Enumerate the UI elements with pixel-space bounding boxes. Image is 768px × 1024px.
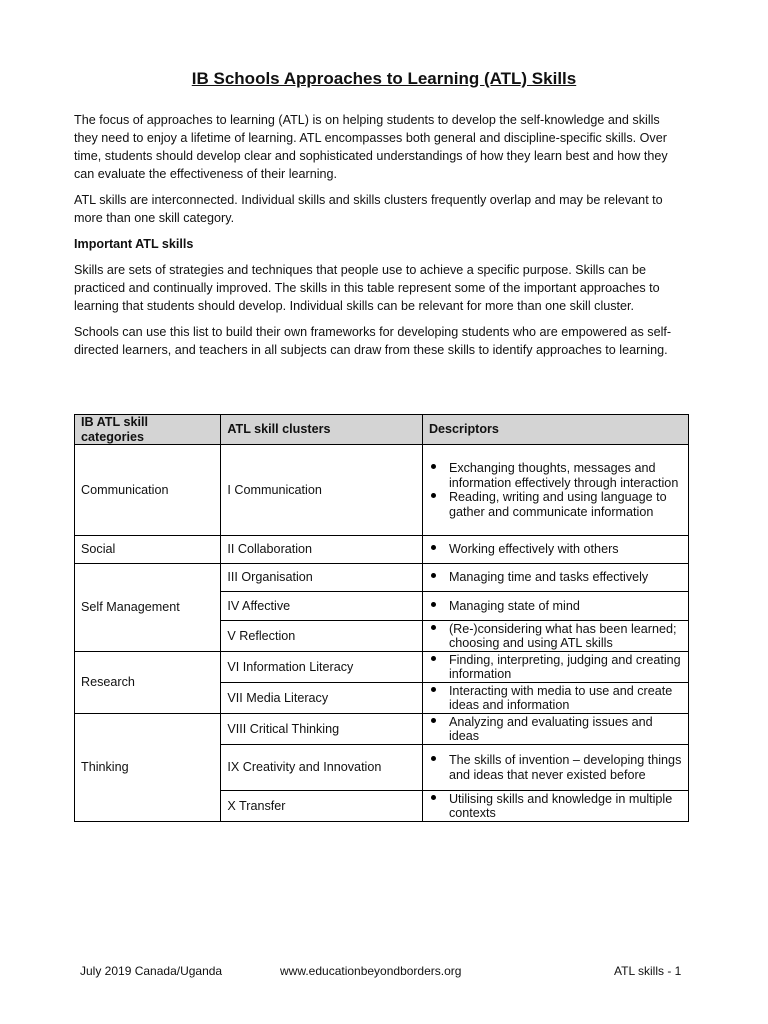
footer-date: July 2019 Canada/Uganda bbox=[80, 964, 223, 978]
descriptor-item: Exchanging thoughts, messages and information effectively through interaction bbox=[429, 461, 682, 490]
descriptor-cell bbox=[422, 564, 688, 592]
header-categories: IB ATL skill categories bbox=[75, 415, 221, 445]
table-row bbox=[75, 536, 689, 564]
table-row bbox=[75, 564, 689, 592]
descriptor-item: Managing state of mind bbox=[429, 599, 682, 614]
cluster-organisation: III Organisation bbox=[221, 564, 423, 592]
descriptor-item: Reading, writing and using language to gather and communicate information bbox=[429, 490, 682, 519]
descriptor-cell bbox=[422, 683, 688, 714]
footer-page-number: ATL skills - 1 bbox=[614, 964, 682, 978]
descriptor-cell bbox=[422, 714, 688, 745]
category-research: Research bbox=[75, 652, 221, 714]
category-social: Social bbox=[75, 536, 221, 564]
descriptor-item: Interacting with media to use and create ideas and information bbox=[429, 684, 682, 713]
cluster-creativity-innovation: IX Creativity and Innovation bbox=[221, 745, 423, 791]
table-row bbox=[75, 445, 689, 536]
descriptor-item: The skills of invention – developing things and ideas that never existed before bbox=[429, 753, 682, 782]
descriptor-item: (Re-)considering what has been learned; choosing and using ATL skills bbox=[429, 622, 682, 651]
cluster-media-literacy: VII Media Literacy bbox=[221, 683, 423, 714]
cluster-affective: IV Affective bbox=[221, 592, 423, 621]
descriptor-cell bbox=[422, 652, 688, 683]
header-clusters: ATL skill clusters bbox=[221, 415, 423, 445]
cluster-communication: I Communication bbox=[221, 445, 423, 536]
page-title: IB Schools Approaches to Learning (ATL) Skills bbox=[191, 69, 577, 88]
header-descriptors: Descriptors bbox=[422, 415, 688, 445]
descriptor-item: Utilising skills and knowledge in multiple contexts bbox=[429, 792, 682, 821]
section-heading: Important ATL skills bbox=[74, 237, 194, 251]
descriptor-item: Analyzing and evaluating issues and ideas bbox=[429, 715, 682, 744]
category-thinking: Thinking bbox=[75, 714, 221, 822]
cluster-collaboration: II Collaboration bbox=[221, 536, 423, 564]
descriptor-cell bbox=[422, 592, 688, 621]
descriptor-item: Finding, interpreting, judging and creating information bbox=[429, 653, 682, 682]
paragraph-interconnected: ATL skills are interconnected. Individual skills and skills clusters frequently overlap and may be relevant to more than one skill category. bbox=[74, 193, 663, 225]
descriptor-cell bbox=[422, 536, 688, 564]
table-header-row bbox=[75, 415, 689, 445]
descriptor-item: Working effectively with others bbox=[429, 542, 682, 557]
paragraph-schools: Schools can use this list to build their own frameworks for developing students who are empowered as self- directed learners, and teachers in all subjects can draw from these skills to identify approaches to learning. bbox=[74, 325, 672, 357]
descriptor-cell bbox=[422, 791, 688, 822]
descriptor-cell bbox=[422, 745, 688, 791]
category-communication: Communication bbox=[75, 445, 221, 536]
descriptor-cell bbox=[422, 621, 688, 652]
cluster-information-literacy: VI Information Literacy bbox=[221, 652, 423, 683]
category-self-management: Self Management bbox=[75, 564, 221, 652]
cluster-transfer: X Transfer bbox=[221, 791, 423, 822]
footer-website: www.educationbeyondborders.org bbox=[280, 964, 462, 978]
descriptor-item: Managing time and tasks effectively bbox=[429, 570, 682, 585]
table-row bbox=[75, 714, 689, 745]
table-row bbox=[75, 652, 689, 683]
cluster-critical-thinking: VIII Critical Thinking bbox=[221, 714, 423, 745]
atl-skills-table bbox=[74, 414, 689, 822]
paragraph-focus: The focus of approaches to learning (ATL) is on helping students to develop the self-knowledge and skills they need to enjoy a lifetime of learning. ATL encompasses both general and discipline-specific skills. Over time, students should develop clear and sophisticated understandings of how they learn best and how they can evaluate the effectiveness of their learning. bbox=[74, 113, 668, 181]
descriptor-cell bbox=[422, 445, 688, 536]
cluster-reflection: V Reflection bbox=[221, 621, 423, 652]
paragraph-skills: Skills are sets of strategies and techniques that people use to achieve a specific purpose. Skills can be practiced and continually improved. The skills in this table represent some of the important approaches to learning that students should develop. Individual skills can be relevant for more than one skill cluster. bbox=[74, 263, 660, 313]
intro-section bbox=[74, 111, 674, 367]
